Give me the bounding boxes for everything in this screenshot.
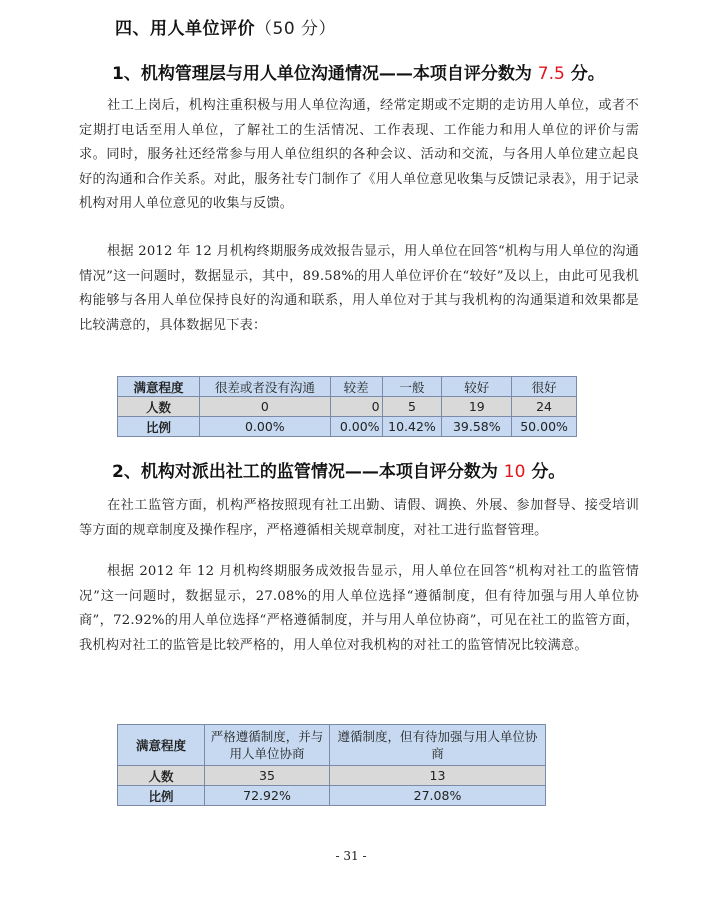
table-2-count-row [118, 766, 546, 786]
subsection-1-paragraph-1: 社工上岗后，机构注重积极与用人单位沟通，经常定期或不定期的走访用人单位，或者不定期打电话至用人单位，了解社工的生活情况、工作表现、工作能力和用人单位的评价与需求。同时，服务社还经常参与用人单位组织的各种会议、活动和交流，与各用人单位建立起良好的沟通和合作关系。对此，服务社专门制作了《用人单位意见收集与反馈记录表》，用于记录机构对用人单位意见的收集与反馈。 [79, 98, 639, 211]
table-2-count-cell: 35 [205, 766, 330, 786]
table-1-header-cell: 较好 [442, 377, 512, 397]
table-1-header-label: 满意程度 [118, 377, 200, 397]
section-score: （50 分） [255, 19, 337, 39]
table-1-count-cell: 24 [512, 397, 577, 417]
subsection-1-heading [112, 59, 605, 84]
table-1 [117, 376, 577, 437]
table-2-header-row [118, 725, 546, 766]
subsection-2-heading [112, 457, 565, 482]
table-2-count-cell: 13 [330, 766, 546, 786]
section-heading [115, 14, 336, 39]
table-2-header-label: 满意程度 [118, 725, 205, 766]
table-1-count-cell: 19 [442, 397, 512, 417]
table-1-count-cell: 0 [200, 397, 331, 417]
subsection-2-heading-prefix: 2、机构对派出社工的监管情况——本项自评分数为 [112, 462, 498, 482]
table-1-count-label: 人数 [118, 397, 200, 417]
table-1-ratio-cell: 10.42% [382, 417, 442, 437]
subsection-1-heading-suffix: 分。 [570, 64, 605, 84]
subsection-2-paragraph-2: 根据 2012 年 12 月机构终期服务成效报告显示，用人单位在回答“机构对社工的监管情况”这一问题时，数据显示，27.08%的用人单位选择“遵循制度，但有待加强与用人单位协商”，72.92%的用人单位选择“严格遵循制度，并与用人单位协商”，可见在社工的监管方面，我机构对社工的监管是比较严格的，用人单位对我机构的对社工的监管情况比较满意。 [79, 564, 639, 653]
subsection-1-paragraph-2: 根据 2012 年 12 月机构终期服务成效报告显示，用人单位在回答“机构与用人单位的沟通情况”这一问题时，数据显示，其中，89.58%的用人单位评价在“较好”及以上，由此可见我机构能够与各用人单位保持良好的沟通和联系，用人单位对于其与我机构的沟通渠道和效果都是比较满意的，具体数据见下表： [79, 244, 639, 333]
table-1-ratio-cell: 0.00% [330, 417, 382, 437]
subsection-1-heading-prefix: 1、机构管理层与用人单位沟通情况——本项自评分数为 [112, 64, 532, 84]
table-2-header-cell: 遵循制度，但有待加强与用人单位协商 [330, 725, 546, 766]
table-2-ratio-label: 比例 [118, 786, 205, 806]
subsection-1-score: 7.5 [537, 64, 565, 84]
page-number: - 31 - [335, 849, 367, 863]
table-1-header-cell: 一般 [382, 377, 442, 397]
table-1-ratio-cell: 50.00% [512, 417, 577, 437]
subsection-2-paragraph-1: 在社工监管方面，机构严格按照现有社工出勤、请假、调换、外展、参加督导、接受培训等方面的规章制度及操作程序，严格遵循相关规章制度，对社工进行监督管理。 [79, 498, 639, 538]
table-1-ratio-cell: 39.58% [442, 417, 512, 437]
table-2 [117, 724, 546, 806]
subsection-2-heading-suffix: 分。 [531, 462, 566, 482]
table-1-header-cell: 很好 [512, 377, 577, 397]
table-1-count-cell: 0 [330, 397, 382, 417]
table-2-ratio-cell: 27.08% [330, 786, 546, 806]
table-1-header-cell: 很差或者没有沟通 [200, 377, 331, 397]
table-1-ratio-cell: 0.00% [200, 417, 331, 437]
table-2-header-cell: 严格遵循制度，并与用人单位协商 [205, 725, 330, 766]
table-1-header-row [118, 377, 577, 397]
table-1-header-cell: 较差 [330, 377, 382, 397]
table-1-ratio-label: 比例 [118, 417, 200, 437]
table-2-ratio-row [118, 786, 546, 806]
table-1-count-row [118, 397, 577, 417]
table-1-count-cell: 5 [382, 397, 442, 417]
table-1-ratio-row [118, 417, 577, 437]
table-2-count-label: 人数 [118, 766, 205, 786]
table-2-ratio-cell: 72.92% [205, 786, 330, 806]
subsection-2-score: 10 [503, 462, 526, 482]
section-title: 四、用人单位评价 [115, 19, 255, 39]
